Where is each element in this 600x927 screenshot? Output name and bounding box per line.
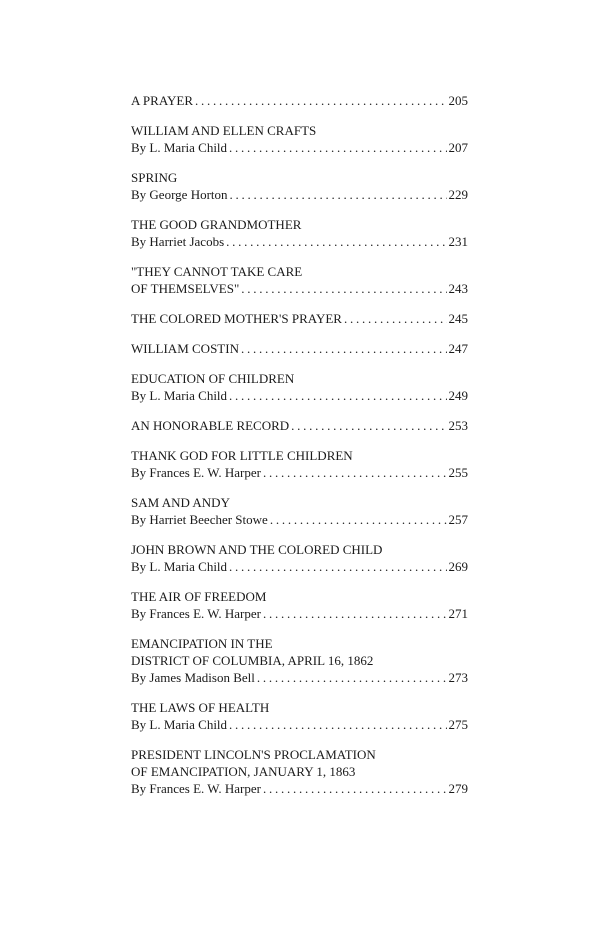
toc-entry[interactable] <box>131 92 468 109</box>
toc-entry-last-line <box>131 233 468 250</box>
dot-leader <box>229 716 446 733</box>
toc-entry[interactable] <box>131 417 468 434</box>
toc-entry-page-number: 229 <box>448 187 468 202</box>
toc-entry-title: THE AIR OF FREEDOM <box>131 589 267 604</box>
toc-entry-author: By L. Maria Child <box>131 140 228 155</box>
toc-entry-last-line <box>131 92 468 109</box>
toc-entry-page-number: 279 <box>448 781 468 796</box>
table-of-contents <box>131 92 468 810</box>
toc-entry-author: By Frances E. W. Harper <box>131 606 261 621</box>
toc-entry-title: THE GOOD GRANDMOTHER <box>131 217 302 232</box>
toc-entry-title: WILLIAM AND ELLEN CRAFTS <box>131 123 317 138</box>
toc-entry[interactable] <box>131 169 468 203</box>
dot-leader <box>291 417 446 434</box>
dot-leader <box>263 780 447 797</box>
toc-entry-last-line <box>131 716 468 733</box>
toc-entry-page-number: 231 <box>448 234 468 249</box>
toc-entry-last-line <box>131 780 468 797</box>
toc-entry-title: OF THEMSELVES" <box>131 281 240 296</box>
toc-entry[interactable] <box>131 370 468 404</box>
toc-entry-page-number: 273 <box>448 670 468 685</box>
toc-entry-page-number: 257 <box>448 512 468 527</box>
toc-entry-title: PRESIDENT LINCOLN'S PROCLAMATION <box>131 747 376 762</box>
toc-entry-page-number: 207 <box>448 140 468 155</box>
dot-leader <box>226 233 446 250</box>
dot-leader <box>344 310 447 327</box>
dot-leader <box>230 186 447 203</box>
toc-entry-last-line <box>131 310 468 327</box>
dot-leader <box>241 280 446 297</box>
toc-entry[interactable] <box>131 635 468 686</box>
toc-entry-last-line <box>131 186 468 203</box>
toc-entry-author: By Harriet Jacobs <box>131 234 225 249</box>
toc-entry-last-line <box>131 280 468 297</box>
toc-entry-line <box>131 370 468 387</box>
toc-entry-title: EMANCIPATION IN THE <box>131 636 273 651</box>
toc-entry-title: OF EMANCIPATION, JANUARY 1, 1863 <box>131 764 356 779</box>
toc-entry-title: THE LAWS OF HEALTH <box>131 700 270 715</box>
toc-entry-line <box>131 216 468 233</box>
toc-entry-last-line <box>131 340 468 357</box>
toc-entry-last-line <box>131 669 468 686</box>
toc-entry-author: By George Horton <box>131 187 228 202</box>
toc-entry-title: EDUCATION OF CHILDREN <box>131 371 295 386</box>
toc-entry-page-number: 271 <box>448 606 468 621</box>
toc-entry-page-number: 249 <box>448 388 468 403</box>
toc-entry-page-number: 243 <box>448 281 468 296</box>
toc-entry-last-line <box>131 605 468 622</box>
toc-entry[interactable] <box>131 263 468 297</box>
toc-entry-line <box>131 699 468 716</box>
toc-entry-last-line <box>131 464 468 481</box>
toc-entry-author: By Frances E. W. Harper <box>131 465 261 480</box>
dot-leader <box>229 558 446 575</box>
toc-entry-line <box>131 763 468 780</box>
toc-entry[interactable] <box>131 340 468 357</box>
toc-entry-line <box>131 169 468 186</box>
toc-entry-title: WILLIAM COSTIN <box>131 341 239 356</box>
toc-entry[interactable] <box>131 494 468 528</box>
toc-entry-title: DISTRICT OF COLUMBIA, APRIL 16, 1862 <box>131 653 374 668</box>
toc-entry[interactable] <box>131 122 468 156</box>
toc-entry-line <box>131 263 468 280</box>
toc-entry-title: SAM AND ANDY <box>131 495 230 510</box>
toc-entry-page-number: 253 <box>448 418 468 433</box>
dot-leader <box>263 464 447 481</box>
toc-entry-page-number: 205 <box>448 93 468 108</box>
toc-entry-line <box>131 652 468 669</box>
toc-entry-last-line <box>131 558 468 575</box>
toc-entry-page-number: 255 <box>448 465 468 480</box>
toc-entry-title: SPRING <box>131 170 178 185</box>
toc-entry-last-line <box>131 387 468 404</box>
toc-entry[interactable] <box>131 699 468 733</box>
toc-entry[interactable] <box>131 310 468 327</box>
toc-entry-author: By James Madison Bell <box>131 670 255 685</box>
toc-entry-line <box>131 746 468 763</box>
toc-entry-author: By Harriet Beecher Stowe <box>131 512 268 527</box>
toc-entry-title: THANK GOD FOR LITTLE CHILDREN <box>131 448 353 463</box>
toc-entry-line <box>131 635 468 652</box>
toc-entry[interactable] <box>131 746 468 797</box>
dot-leader <box>241 340 447 357</box>
toc-entry-author: By L. Maria Child <box>131 559 228 574</box>
toc-entry-title: AN HONORABLE RECORD <box>131 418 290 433</box>
toc-entry[interactable] <box>131 216 468 250</box>
toc-entry-page-number: 245 <box>448 311 468 326</box>
toc-entry-title: A PRAYER <box>131 93 194 108</box>
toc-entry-author: By L. Maria Child <box>131 717 228 732</box>
toc-entry-title: "THEY CANNOT TAKE CARE <box>131 264 303 279</box>
toc-entry-author: By L. Maria Child <box>131 388 228 403</box>
toc-entry-line <box>131 447 468 464</box>
toc-entry-line <box>131 541 468 558</box>
toc-entry-title: JOHN BROWN AND THE COLORED CHILD <box>131 542 383 557</box>
toc-entry-page-number: 269 <box>448 559 468 574</box>
toc-entry-line <box>131 494 468 511</box>
toc-entry-line <box>131 122 468 139</box>
toc-entry-author: By Frances E. W. Harper <box>131 781 261 796</box>
toc-entry-last-line <box>131 511 468 528</box>
toc-entry-page-number: 275 <box>448 717 468 732</box>
toc-entry-last-line <box>131 417 468 434</box>
dot-leader <box>229 139 446 156</box>
toc-entry-last-line <box>131 139 468 156</box>
toc-entry[interactable] <box>131 447 468 481</box>
toc-entry[interactable] <box>131 588 468 622</box>
dot-leader <box>270 511 447 528</box>
toc-entry[interactable] <box>131 541 468 575</box>
toc-entry-title: THE COLORED MOTHER'S PRAYER <box>131 311 342 326</box>
dot-leader <box>229 387 446 404</box>
toc-entry-page-number: 247 <box>448 341 468 356</box>
toc-entry-line <box>131 588 468 605</box>
dot-leader <box>257 669 447 686</box>
dot-leader <box>195 92 446 109</box>
dot-leader <box>263 605 447 622</box>
